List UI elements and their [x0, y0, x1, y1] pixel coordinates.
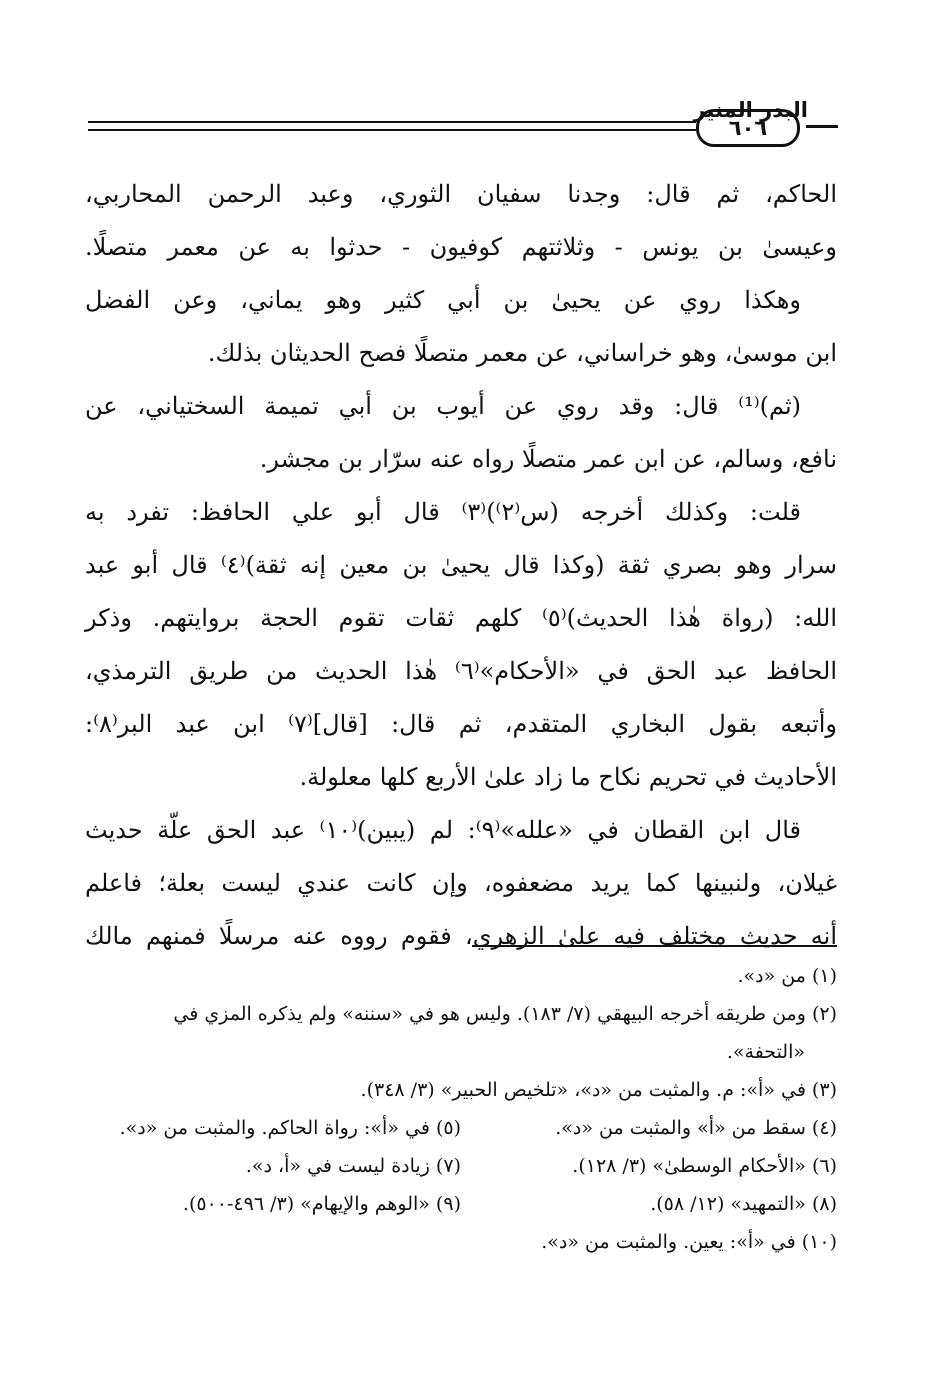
- footnote-row: [85, 1147, 837, 1185]
- footnote: (١٠) في «أ»: يعين. والمثبت من «د».: [541, 1231, 837, 1253]
- footnote: (٦) «الأحكام الوسطىٰ» (٣/ ١٢٨).: [572, 1155, 837, 1177]
- text-line: الحافظ عبد الحق في «الأحكام»⁽٦⁾ هٰذا الحديث من طريق الترمذي،: [85, 657, 837, 685]
- page-number: ٦٠٦: [696, 109, 800, 147]
- footnote: (٨) «التمهيد» (١٢/ ٥٨).: [650, 1193, 837, 1215]
- text-line: الله: (رواة هٰذا الحديث)⁽٥⁾ كلهم ثقات تقوم الحجة بروايتهم. وذكر: [85, 604, 838, 632]
- text-line: قال ابن القطان في «علله»⁽٩⁾: لم (يبين)⁽١٠⁾ عبد الحق علّة حديث: [85, 816, 801, 844]
- text-line: قلت: وكذلك أخرجه (س⁽٢⁾)⁽٣⁾ قال أبو علي الحافظ: تفرد به: [85, 498, 801, 526]
- footnotes: [85, 957, 837, 1261]
- header-rule: [88, 129, 696, 131]
- text-line: سرار وهو بصري ثقة (وكذا قال يحيىٰ بن معين إنه ثقة)⁽٤⁾ قال أبو عبد: [85, 551, 837, 579]
- text-line: غيلان، ولنبينها كما يريد مضعفوه، وإن كانت عندي ليست بعلة؛ فاعلم: [85, 869, 837, 897]
- main-text: [85, 168, 837, 963]
- book-title: البدر المنير: [693, 98, 808, 122]
- footnote: (٤) سقط من «أ» والمثبت من «د».: [555, 1117, 837, 1139]
- text-line: نافع، وسالم، عن ابن عمر متصلًا رواه عنه سرّار بن مجشر.: [259, 445, 837, 473]
- text-line: الحاكم، ثم قال: وجدنا سفيان الثوري، وعبد الرحمن المحاربي،: [85, 180, 837, 208]
- text-line: وهكذا روي عن يحيىٰ بن أبي كثير وهو يماني، وعن الفضل: [85, 286, 801, 314]
- footnote: (٩) «الوهم والإيهام» (٣/ ٤٩٦-٥٠٠).: [182, 1193, 461, 1215]
- footnote: (٣) في «أ»: م. والمثبت من «د»، «تلخيص الحبير» (٣/ ٣٤٨).: [360, 1079, 837, 1101]
- footnote: (٢) ومن طريقه أخرجه البيهقي (٧/ ١٨٣). وليس هو في «سننه» ولم يذكره المزي في: [173, 1003, 837, 1025]
- header-rule: [806, 125, 838, 128]
- text-line: (ثم)⁽¹⁾ قال: وقد روي عن أيوب بن أبي تميمة السختياني، عن: [85, 392, 801, 420]
- footnote: (١) من «د».: [737, 965, 837, 987]
- text-line: وعيسىٰ بن يونس - وثلاثتهم كوفيون - حدثوا به عن معمر متصلًا.: [85, 233, 837, 261]
- text-line: أنه حديث مختلف فيه علىٰ الزهري، فقوم رووه عنه مرسلًا فمنهم مالك: [85, 922, 837, 950]
- text-line: ابن موسىٰ، وهو خراساني، عن معمر متصلًا فصح الحديثان بذلك.: [207, 339, 837, 367]
- text-line: وأتبعه بقول البخاري المتقدم، ثم قال: [قال]⁽٧⁾ ابن عبد البر⁽٨⁾:: [85, 710, 837, 738]
- page-header: [88, 95, 838, 155]
- footnote-continuation: «التحفة».: [726, 1041, 805, 1063]
- text-line: الأحاديث في تحريم نكاح ما زاد علىٰ الأربع كلها معلولة.: [299, 763, 837, 791]
- footnote: (٧) زيادة ليست في «أ، د».: [245, 1155, 461, 1177]
- header-rule: [88, 121, 696, 123]
- footnote-row: [85, 1109, 837, 1147]
- footnote-separator: [472, 945, 837, 947]
- footnote: (٥) في «أ»: رواة الحاكم. والمثبت من «د».: [119, 1117, 461, 1139]
- footnote-row: [85, 1185, 837, 1223]
